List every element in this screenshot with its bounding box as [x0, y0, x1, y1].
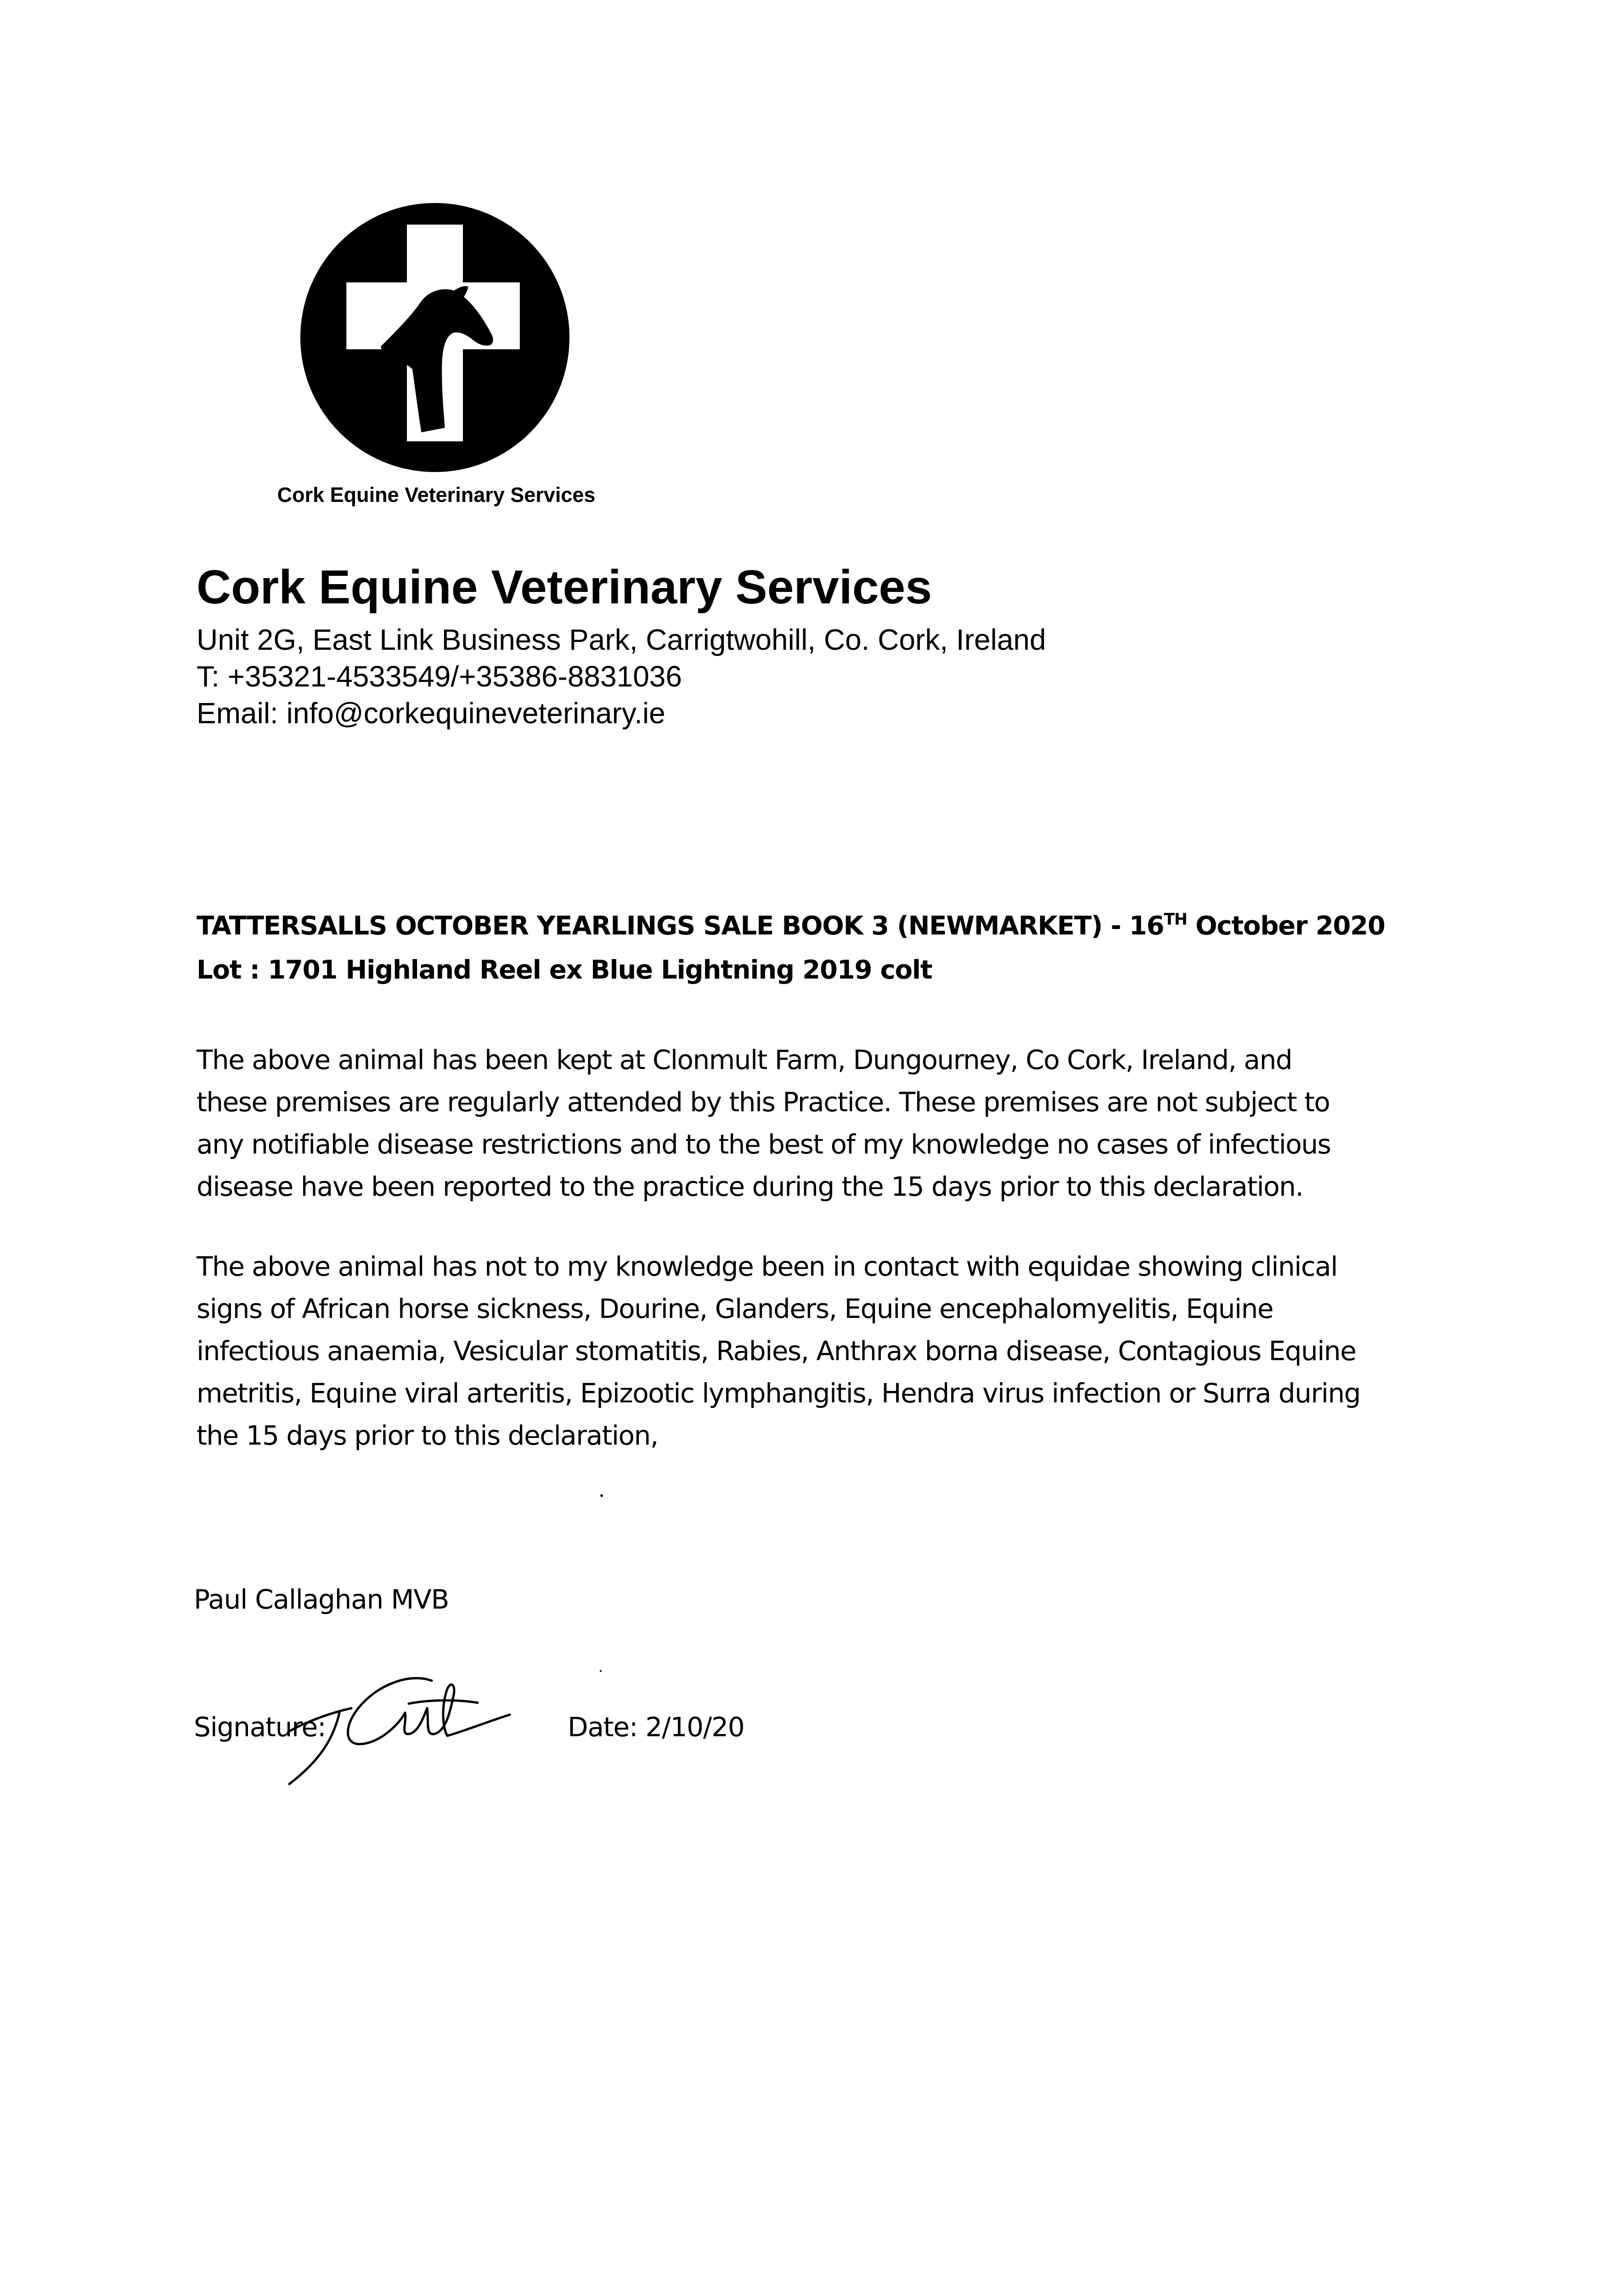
- signature-label: Signature:: [194, 1711, 326, 1743]
- declaration-paragraph-diseases: [197, 1245, 1437, 1457]
- declaration-paragraph-premises: [197, 1039, 1437, 1208]
- date-label: Date: 2/10/20: [568, 1711, 744, 1743]
- sale-title-date: October 2020: [1187, 911, 1385, 941]
- paragraph-line: The above animal has been kept at Clonmult Farm, Dungourney, Co Cork, Ireland, and: [197, 1044, 1292, 1075]
- sale-title-ordinal: TH: [1164, 910, 1187, 929]
- practice-logo: [299, 202, 570, 473]
- sale-title: [197, 912, 1385, 940]
- stray-dot: [600, 1494, 603, 1497]
- sale-lot: Lot : 1701 Highland Reel ex Blue Lightning 2019 colt: [197, 955, 932, 985]
- paragraph-line: infectious anaemia, Vesicular stomatitis, Rabies, Anthrax borna disease, Contagious Equine: [197, 1335, 1356, 1367]
- practice-email: Email: info@corkequineveterinary.ie: [197, 697, 665, 730]
- practice-address: Unit 2G, East Link Business Park, Carrigtwohill, Co. Cork, Ireland: [197, 623, 1046, 656]
- practice-name: Cork Equine Veterinary Services: [197, 561, 932, 614]
- handwritten-signature: [271, 1667, 519, 1786]
- vet-name: Paul Callaghan MVB: [194, 1584, 449, 1615]
- logo-caption: Cork Equine Veterinary Services: [277, 483, 596, 506]
- paragraph-line: these premises are regularly attended by this Practice. These premises are not subject to: [197, 1086, 1330, 1118]
- paragraph-line: any notifiable disease restrictions and to the best of my knowledge no cases of infectious: [197, 1129, 1331, 1160]
- stray-dot: [600, 1670, 602, 1672]
- sale-title-main: TATTERSALLS OCTOBER YEARLINGS SALE BOOK 3 (NEWMARKET) - 16: [197, 911, 1164, 941]
- practice-phone: T: +35321-4533549/+35386-8831036: [197, 660, 682, 693]
- paragraph-line: signs of African horse sickness, Dourine, Glanders, Equine encephalomyelitis, Equine: [197, 1293, 1273, 1324]
- paragraph-line: The above animal has not to my knowledge been in contact with equidae showing clinical: [197, 1251, 1337, 1282]
- paragraph-line: the 15 days prior to this declaration,: [197, 1420, 658, 1451]
- paragraph-line: metritis, Equine viral arteritis, Epizootic lymphangitis, Hendra virus infection or Surra during: [197, 1378, 1360, 1409]
- paragraph-line: disease have been reported to the practice during the 15 days prior to this declaration.: [197, 1171, 1303, 1202]
